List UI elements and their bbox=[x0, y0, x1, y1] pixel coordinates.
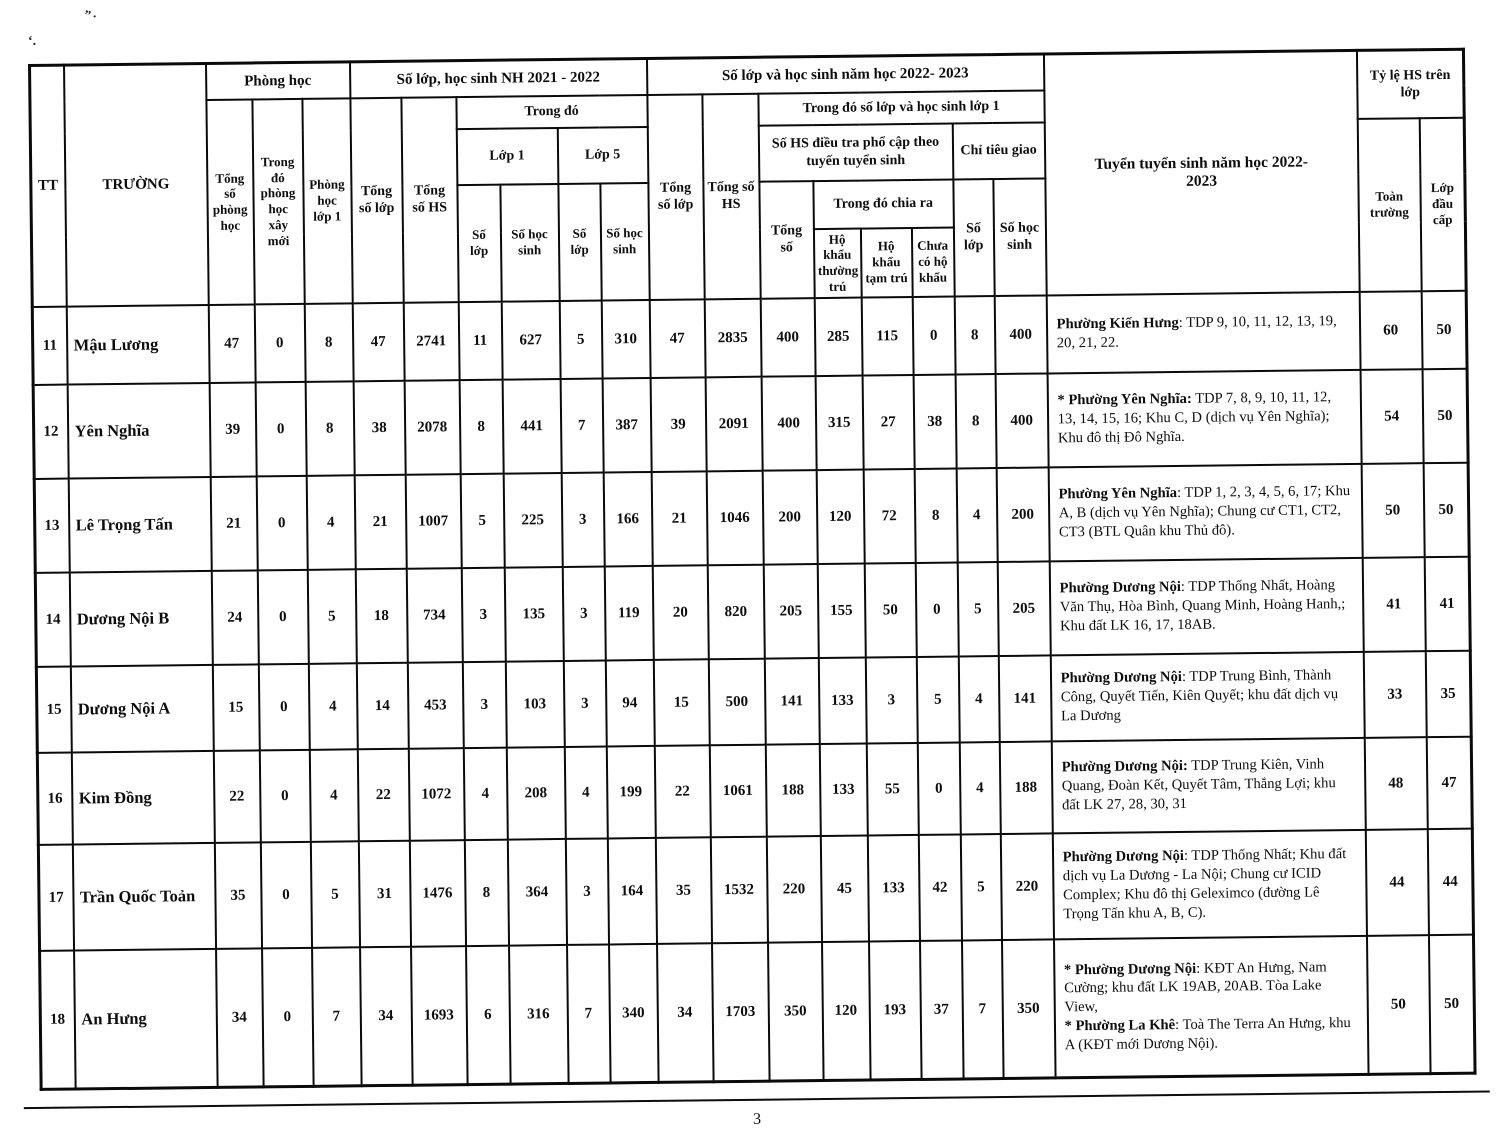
cell-ratio: 50 bbox=[1422, 369, 1468, 464]
cell-value: 42 bbox=[918, 834, 961, 940]
cell-value: 0 bbox=[255, 382, 306, 477]
header-lop-1: Lớp 1 bbox=[456, 127, 558, 184]
cell-value: 21 bbox=[210, 476, 257, 571]
cell-ratio: 44 bbox=[1427, 829, 1473, 936]
cell-value: 8 bbox=[459, 380, 503, 474]
cell-value: 3 bbox=[462, 662, 506, 748]
cell-value: 72 bbox=[863, 469, 915, 564]
header-trong-do-chia-ra: Trong đó chia ra bbox=[813, 179, 954, 229]
cell-value: 0 bbox=[262, 948, 314, 1087]
cell-value: 34 bbox=[657, 943, 714, 1082]
header-phong-hoc-lop-1: Phòng học lớp 1 bbox=[302, 98, 352, 304]
cell-value: 164 bbox=[607, 838, 656, 945]
cell-value: 3 bbox=[565, 838, 608, 944]
header-tong-so-lop-2223: Tổng số lớp bbox=[647, 94, 704, 300]
cell-value: 34 bbox=[360, 947, 413, 1086]
cell-value: 15 bbox=[212, 664, 259, 751]
cell-school-name: Lê Trọng Tấn bbox=[68, 477, 211, 573]
header-ho-khau-tam-tru: Hộ khẩu tạm trú bbox=[860, 227, 912, 297]
cell-ratio: 50 bbox=[1423, 463, 1469, 558]
cell-value: 3 bbox=[461, 568, 505, 662]
cell-value: 94 bbox=[605, 660, 654, 747]
cell-value: 387 bbox=[602, 378, 651, 473]
cell-school-name: Mậu Lương bbox=[66, 305, 209, 385]
header-lop-5: Lớp 5 bbox=[557, 126, 648, 183]
cell-value: 0 bbox=[254, 304, 305, 383]
table-row bbox=[36, 651, 1471, 753]
cell-value: 1703 bbox=[712, 943, 770, 1082]
cell-value: 500 bbox=[708, 659, 765, 746]
cell-value: 8 bbox=[304, 303, 353, 382]
cell-value: 21 bbox=[354, 475, 406, 570]
cell-value: 188 bbox=[999, 741, 1052, 834]
cell-school-name: Dương Nội B bbox=[69, 571, 212, 667]
cell-value: 18 bbox=[355, 569, 407, 664]
header-so-hs-dieu-tra: Số HS điều tra phổ cập theo tuyến tuyển sinh bbox=[758, 123, 953, 181]
cell-value: 22 bbox=[357, 749, 409, 842]
header-ho-khau-thuong-tru: Hộ khẩu thường trú bbox=[813, 228, 861, 298]
scan-artifact: ‘. bbox=[28, 34, 37, 49]
header-tong-so-phong-hoc: Tổng số phòng học bbox=[206, 99, 254, 305]
cell-value: 220 bbox=[1000, 833, 1053, 940]
cell-route bbox=[1051, 738, 1365, 834]
cell-ratio: 41 bbox=[1362, 557, 1425, 652]
cell-value: 285 bbox=[814, 297, 862, 376]
cell-value: 1476 bbox=[409, 840, 465, 947]
cell-value: 453 bbox=[407, 662, 463, 749]
cell-value: 1046 bbox=[706, 471, 763, 566]
cell-school-name: Kim Đồng bbox=[71, 751, 214, 845]
cell-ratio: 50 bbox=[1367, 935, 1431, 1074]
cell-value: 1532 bbox=[710, 837, 767, 944]
cell-value: 47 bbox=[352, 303, 404, 382]
cell-value: 0 bbox=[257, 570, 308, 665]
cell-ratio: 33 bbox=[1363, 651, 1426, 738]
cell-value: 35 bbox=[655, 837, 711, 944]
cell-value: 7 bbox=[560, 378, 603, 472]
header-so-hoc-sinh-l5: Số học sinh bbox=[600, 182, 649, 300]
cell-value: 0 bbox=[259, 750, 310, 843]
cell-value: 0 bbox=[258, 664, 309, 751]
cell-value: 400 bbox=[761, 376, 816, 471]
header-so-hoc-sinh-ctg: Số học sinh bbox=[993, 178, 1046, 296]
header-chua-co-ho-khau: Chưa có hộ khẩu bbox=[911, 227, 954, 297]
route-segment: * Phường Yên Nghĩa: TDP 7, 8, 9, 10, 11, 12, 13, 14, 15, 16; Khu C, D (dịch vụ Yên Nghĩa); Khu đô thị Đô Nghĩa. bbox=[1057, 389, 1332, 447]
cell-value: 8 bbox=[305, 381, 354, 476]
cell-ratio: 48 bbox=[1364, 737, 1427, 830]
cell-value: 8 bbox=[464, 840, 508, 946]
cell-value: 4 bbox=[564, 746, 607, 838]
cell-value: 135 bbox=[504, 567, 563, 662]
cell-value: 22 bbox=[654, 745, 710, 838]
cell-tt: 14 bbox=[35, 573, 70, 667]
cell-value: 1007 bbox=[405, 474, 461, 569]
cell-ratio: 47 bbox=[1426, 737, 1472, 830]
cell-value: 5 bbox=[559, 300, 602, 378]
cell-value: 133 bbox=[819, 743, 867, 836]
cell-tt: 11 bbox=[32, 307, 67, 385]
header-truong: TRƯỜNG bbox=[64, 63, 209, 306]
cell-value: 400 bbox=[760, 298, 815, 377]
cell-value: 400 bbox=[995, 373, 1048, 468]
cell-ratio: 50 bbox=[1429, 935, 1476, 1074]
cell-value: 39 bbox=[650, 377, 706, 472]
cell-route bbox=[1047, 370, 1361, 468]
cell-value: 27 bbox=[862, 375, 914, 470]
cell-value: 141 bbox=[764, 658, 819, 745]
cell-value: 441 bbox=[502, 379, 561, 474]
cell-value: 5 bbox=[460, 474, 504, 568]
cell-value: 205 bbox=[997, 561, 1050, 656]
cell-value: 4 bbox=[956, 468, 997, 562]
route-segment: Phường Dương Nội: TDP Thống Nhất, Hoàng Văn Thụ, Hòa Bình, Quang Minh, Hoàng Hanh,; Khu đất LK 16, 17, 18AB. bbox=[1059, 577, 1346, 635]
cell-ratio: 54 bbox=[1360, 369, 1423, 464]
cell-school-name: An Hưng bbox=[74, 949, 218, 1089]
cell-route bbox=[1046, 292, 1360, 374]
cell-value: 119 bbox=[604, 566, 653, 661]
header-tt: TT bbox=[30, 65, 67, 307]
cell-value: 225 bbox=[503, 473, 562, 568]
header-trong-do-lop-1: Trong đó số lớp và học sinh lớp 1 bbox=[758, 90, 1044, 125]
cell-tt: 13 bbox=[34, 479, 69, 573]
cell-value: 11 bbox=[458, 302, 502, 380]
header-nh-2021-2022: Số lớp, học sinh NH 2021 - 2022 bbox=[350, 58, 647, 97]
cell-value: 24 bbox=[211, 570, 258, 665]
route-segment: Phường Kiến Hưng: TDP 9, 10, 11, 12, 13, 19, 20, 21, 22. bbox=[1056, 313, 1337, 352]
cell-value: 141 bbox=[998, 655, 1051, 742]
cell-value: 208 bbox=[506, 747, 565, 840]
cell-value: 4 bbox=[959, 742, 1000, 834]
cell-value: 50 bbox=[864, 563, 916, 658]
cell-value: 47 bbox=[208, 304, 255, 383]
cell-value: 20 bbox=[652, 565, 708, 660]
cell-value: 22 bbox=[213, 750, 260, 843]
header-toan-truong: Toàn trường bbox=[1357, 118, 1421, 292]
cell-value: 31 bbox=[358, 841, 410, 948]
route-segment: Phường Dương Nội: TDP Trung Kiên, Vinh Quang, Đoàn Kết, Quyết Tâm, Thắng Lợi; khu đất LK 27, 28, 30, 31 bbox=[1061, 756, 1336, 814]
cell-value: 4 bbox=[463, 748, 507, 840]
route-segment: * Phường Dương Nội: KĐT An Hưng, Nam Cường; khu đất LK 19AB, 20AB. Tòa Lake View, bbox=[1063, 958, 1327, 1016]
cell-value: 37 bbox=[920, 940, 964, 1079]
cell-value: 120 bbox=[816, 469, 864, 564]
cell-value: 4 bbox=[958, 656, 999, 742]
cell-value: 15 bbox=[653, 659, 709, 746]
cell-value: 0 bbox=[917, 742, 960, 834]
cell-tt: 12 bbox=[33, 385, 68, 479]
table-body bbox=[32, 291, 1475, 1090]
cell-value: 47 bbox=[649, 299, 705, 378]
header-nh-2022-2023: Số lớp và học sinh năm học 2022- 2023 bbox=[647, 54, 1044, 95]
cell-value: 34 bbox=[216, 948, 264, 1087]
cell-value: 21 bbox=[651, 471, 707, 566]
cell-value: 340 bbox=[609, 944, 659, 1083]
cell-value: 3 bbox=[865, 657, 917, 744]
cell-value: 5 bbox=[916, 656, 959, 742]
route-segment: * Phường La Khê: Toà The Terra An Hưng, khu A (KĐT mới Dương Nội). bbox=[1064, 1015, 1351, 1054]
cell-value: 4 bbox=[308, 663, 357, 750]
cell-ratio: 60 bbox=[1359, 291, 1422, 370]
cell-value: 310 bbox=[601, 300, 650, 379]
route-segment: Phường Dương Nội: TDP Thống Nhất; Khu đất dịch vụ La Dương - La Nội; Chung cư ICID Complex; Khu đô thị Geleximco (đường Lê Trọng Tấn khu A, B, C). bbox=[1062, 846, 1347, 923]
cell-tt: 16 bbox=[37, 752, 72, 844]
cell-route bbox=[1048, 464, 1362, 562]
cell-value: 400 bbox=[994, 295, 1047, 374]
cell-school-name: Dương Nội A bbox=[70, 665, 213, 753]
cell-value: 2835 bbox=[704, 299, 761, 378]
cell-value: 1061 bbox=[709, 745, 766, 838]
cell-value: 7 bbox=[312, 947, 362, 1086]
scan-tilt-wrapper bbox=[28, 48, 1480, 1137]
cell-value: 103 bbox=[505, 661, 564, 748]
cell-route bbox=[1050, 652, 1364, 742]
cell-value: 734 bbox=[406, 568, 462, 663]
cell-value: 8 bbox=[955, 374, 996, 468]
cell-value: 35 bbox=[214, 842, 261, 949]
route-segment: Phường Yên Nghĩa: TDP 1, 2, 3, 4, 5, 6, 17; Khu A, B (dịch vụ Yên Nghĩa); Chung cư CT1, CT2, CT3 (BTL Quân khu Thủ đô). bbox=[1058, 483, 1351, 541]
header-phong-hoc-xay-moi: Trong đó phòng học xây mới bbox=[252, 98, 304, 304]
cell-value: 0 bbox=[260, 842, 311, 949]
cell-value: 200 bbox=[996, 467, 1049, 562]
table-row bbox=[37, 737, 1472, 845]
cell-value: 350 bbox=[768, 942, 824, 1081]
cell-ratio: 50 bbox=[1361, 463, 1424, 558]
header-tuyen-text: Tuyển tuyển sinh năm học 2022-2023 bbox=[1094, 153, 1309, 191]
cell-value: 55 bbox=[866, 743, 918, 836]
cell-value: 3 bbox=[562, 566, 605, 660]
cell-value: 38 bbox=[913, 374, 956, 468]
cell-value: 3 bbox=[561, 472, 604, 566]
cell-value: 155 bbox=[817, 563, 865, 658]
cell-ratio: 44 bbox=[1365, 829, 1428, 936]
cell-value: 6 bbox=[466, 946, 511, 1085]
cell-value: 316 bbox=[509, 945, 569, 1084]
cell-value: 5 bbox=[310, 841, 359, 948]
cell-value: 38 bbox=[353, 381, 405, 476]
cell-value: 2091 bbox=[705, 377, 762, 472]
cell-ratio: 35 bbox=[1425, 651, 1471, 738]
cell-value: 45 bbox=[820, 835, 868, 942]
table-row bbox=[34, 463, 1469, 573]
table-row bbox=[38, 829, 1473, 951]
cell-value: 1693 bbox=[411, 946, 468, 1085]
cell-value: 7 bbox=[567, 944, 611, 1083]
table-row bbox=[33, 369, 1468, 479]
cell-value: 120 bbox=[822, 941, 871, 1080]
cell-value: 7 bbox=[962, 940, 1004, 1079]
cell-ratio: 50 bbox=[1421, 291, 1467, 370]
cell-value: 5 bbox=[307, 569, 356, 664]
cell-value: 220 bbox=[766, 836, 821, 943]
cell-value: 39 bbox=[209, 382, 256, 477]
cell-value: 5 bbox=[960, 834, 1001, 940]
cell-tt: 15 bbox=[36, 666, 71, 752]
cell-value: 0 bbox=[915, 562, 958, 656]
cell-value: 193 bbox=[869, 941, 922, 1080]
cell-value: 0 bbox=[256, 476, 307, 571]
cell-value: 0 bbox=[912, 296, 955, 374]
header-chi-tieu-giao: Chỉ tiêu giao bbox=[952, 122, 1045, 179]
cell-value: 133 bbox=[818, 657, 866, 744]
cell-value: 188 bbox=[765, 744, 820, 837]
page-number: 3 bbox=[752, 1110, 762, 1128]
header-tong-so-hs-2122: Tổng số HS bbox=[401, 97, 458, 303]
cell-school-name: Yên Nghĩa bbox=[67, 383, 210, 479]
cell-value: 14 bbox=[356, 663, 408, 750]
cell-value: 2078 bbox=[404, 380, 460, 475]
header-so-lop-l5: Số lớp bbox=[558, 183, 601, 301]
cell-value: 133 bbox=[867, 835, 919, 942]
header-trong-do: Trong đó bbox=[456, 94, 647, 128]
header-tong-so-hs-2223: Tổng số HS bbox=[702, 93, 760, 299]
header-ty-le-hs: Tỷ lệ HS trên lớp bbox=[1357, 49, 1465, 118]
cell-value: 3 bbox=[563, 660, 606, 746]
header-so-lop-l1: Số lớp bbox=[457, 184, 501, 302]
enrollment-table bbox=[28, 48, 1477, 1091]
cell-route bbox=[1054, 936, 1369, 1078]
cell-value: 200 bbox=[762, 470, 817, 565]
cell-value: 4 bbox=[306, 475, 355, 570]
cell-value: 166 bbox=[603, 472, 652, 567]
header-phong-hoc: Phòng học bbox=[206, 62, 350, 100]
cell-school-name: Trần Quốc Toản bbox=[72, 843, 215, 951]
cell-value: 627 bbox=[501, 301, 560, 380]
cell-value: 350 bbox=[1002, 939, 1056, 1078]
table-row bbox=[40, 935, 1476, 1090]
cell-value: 364 bbox=[507, 839, 566, 946]
cell-tt: 18 bbox=[40, 950, 76, 1089]
scan-artifact: ”· bbox=[82, 6, 101, 25]
route-segment: Phường Dương Nội: TDP Trung Bình, Thành Công, Quyết Tiến, Kiên Quyết; khu đất dịch vụ La Dương bbox=[1060, 667, 1339, 725]
cell-route bbox=[1052, 830, 1366, 940]
cell-value: 2741 bbox=[403, 302, 459, 381]
cell-tt: 17 bbox=[38, 844, 73, 950]
cell-value: 8 bbox=[914, 468, 957, 562]
cell-value: 115 bbox=[861, 297, 913, 376]
cell-value: 820 bbox=[707, 565, 764, 660]
header-so-lop-ctg: Số lớp bbox=[953, 179, 994, 297]
header-tong-so: Tổng số bbox=[759, 181, 814, 299]
table-row bbox=[35, 557, 1470, 667]
cell-value: 315 bbox=[815, 375, 863, 470]
cell-value: 205 bbox=[763, 564, 818, 659]
header-tuyen-tuyen-sinh bbox=[1044, 50, 1360, 295]
cell-value: 8 bbox=[954, 296, 995, 374]
cell-value: 1072 bbox=[408, 748, 464, 841]
header-so-hoc-sinh-l1: Số học sinh bbox=[500, 183, 559, 301]
cell-value: 5 bbox=[957, 562, 998, 656]
header-tong-so-lop-2122: Tổng số lớp bbox=[350, 97, 403, 303]
header-lop-dau-cap: Lớp đầu cấp bbox=[1419, 117, 1466, 291]
cell-ratio: 41 bbox=[1424, 557, 1470, 652]
cell-route bbox=[1049, 558, 1363, 656]
cell-value: 199 bbox=[606, 746, 655, 839]
cell-value: 4 bbox=[309, 749, 358, 842]
